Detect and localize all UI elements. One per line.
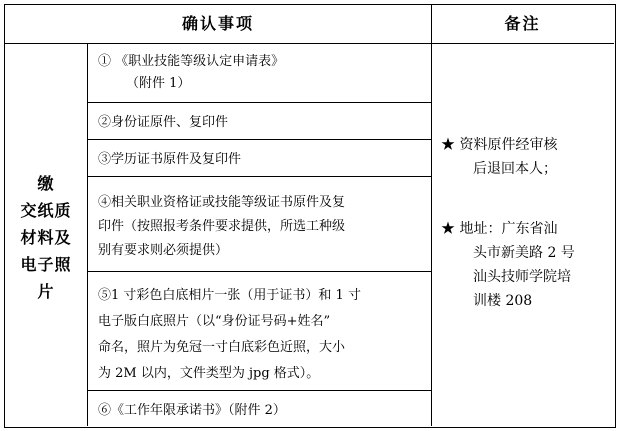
- header-confirm-items: 确认事项: [181, 14, 254, 33]
- header-divider: [5, 43, 614, 44]
- row-divider-4: [87, 271, 431, 272]
- item-1-line-2: （附件 1）: [126, 76, 191, 91]
- item-4-line-1: ④相关职业资格证或技能等级证书原件及复: [98, 195, 346, 210]
- label-line-1: 缴: [37, 174, 55, 193]
- header-remarks: 备注: [504, 14, 541, 33]
- item-5-line-3: 命名，照片为免冠一寸白底彩色近照，大小: [98, 340, 346, 355]
- item-4-line-2: 印件（按照报考条件要求提供，所选工种级: [98, 219, 346, 234]
- item-2-line-1: ②身份证原件、复印件: [98, 115, 229, 130]
- item-6-line-1: ⑥《工作年限承诺书》（附件 2）: [98, 403, 286, 418]
- remark-2-line-3: 汕头技师学院培: [473, 269, 571, 285]
- label-line-4: 电子照: [20, 255, 72, 274]
- row-divider-5: [87, 390, 431, 391]
- item-3-line-1: ③学历证书原件及复印件: [98, 152, 242, 167]
- item-id-card: [88, 110, 431, 134]
- remark-2-line-2: 头市新美路 2 号: [473, 245, 575, 261]
- remark-2-line-1: ★ 地址：广东省汕: [441, 221, 558, 237]
- label-line-3: 材料及: [20, 228, 72, 247]
- row-divider-3: [87, 176, 431, 177]
- remarks-column-divider: [431, 5, 432, 426]
- item-photos: [88, 281, 431, 387]
- label-line-2: 交纸质: [20, 201, 72, 220]
- item-1-line-1: ① 《职业技能等级认定申请表》: [98, 54, 285, 69]
- submit-materials-label: [5, 170, 87, 305]
- remark-1-line-1: ★ 资料原件经审核: [441, 137, 558, 153]
- remark-address: [441, 217, 611, 313]
- label-line-5: 片: [37, 282, 55, 301]
- item-work-years-commitment: [88, 398, 431, 422]
- requirements-table: [4, 4, 616, 428]
- item-5-line-4: 为 2M 以内，文件类型为 jpg 格式）。: [98, 366, 320, 381]
- remark-1-line-2: 后退回本人；: [473, 161, 557, 177]
- item-5-line-2: 电子版白底照片（以“身份证号码+姓名”: [98, 314, 331, 329]
- remark-2-line-4: 训楼 208: [473, 293, 533, 309]
- item-5-line-1: ⑤1 寸彩色白底相片一张（用于证书）和 1 寸: [98, 288, 361, 303]
- row-divider-1: [87, 102, 431, 103]
- item-qualification-certificate: [88, 189, 431, 263]
- remark-original-return: [441, 133, 611, 181]
- item-4-line-3: 别有要求则必须提供）: [98, 243, 229, 258]
- row-divider-2: [87, 139, 431, 140]
- item-application-form: [88, 49, 431, 95]
- item-education-certificate: [88, 147, 431, 171]
